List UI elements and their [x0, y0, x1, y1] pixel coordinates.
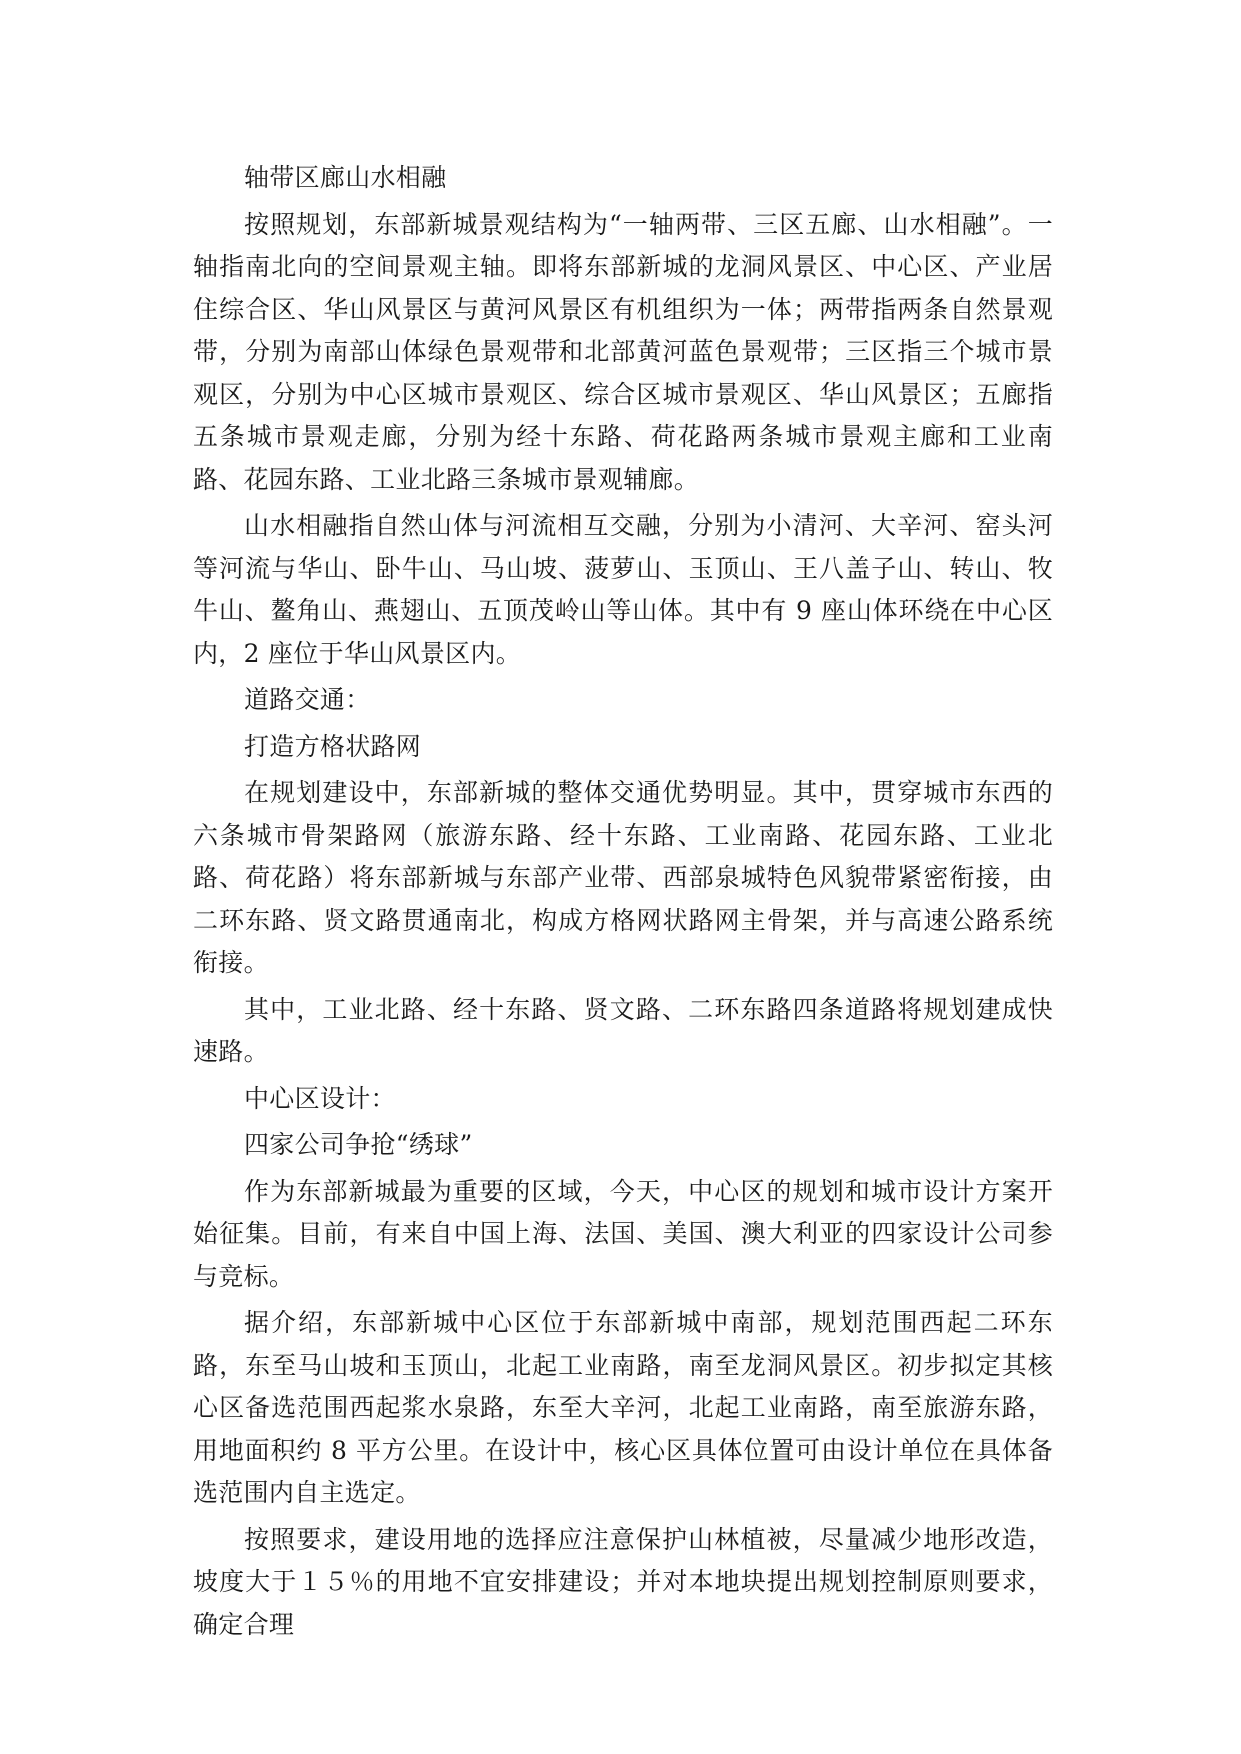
paragraph-heading-grid-network: 打造方格状路网: [244, 731, 422, 761]
paragraph-heading-center-design: 中心区设计：: [244, 1083, 396, 1113]
paragraph-landscape-structure: 按照规划，东部新城景观结构为“一轴两带、三区五廊、山水相融”。一轴指南北向的空间景观主轴。即将东部新城的龙洞风景区、中心区、产业居住综合区、华山风景区与黄河风景区有机组织为一体；两带指两条自然景观带，分别为南部山体绿色景观带和北部黄河蓝色景观带；三区指三个城市景观区，分别为中心区城市景观区、综合区城市景观区、华山风景区；五廊指五条城市景观走廊，分别为经十东路、荷花路两条城市景观主廊和工业南路、花园东路、工业北路三条城市景观辅廊。: [193, 209, 1053, 494]
paragraph-heading-four-companies: 四家公司争抢“绣球”: [244, 1130, 473, 1159]
paragraph-heading-road-traffic: 道路交通：: [244, 685, 371, 714]
paragraph-mountains-rivers: 山水相融指自然山体与河流相互交融，分别为小清河、大辛河、窑头河等河流与华山、卧牛山、马山坡、菠萝山、玉顶山、王八盖子山、转山、牧牛山、鳌角山、燕翅山、五顶茂岭山等山体。其中有 9 座山体环绕在中心区内，2 座位于华山风景区内。: [193, 511, 1053, 668]
paragraph-heading-axis-belt: 轴带区廊山水相融: [244, 163, 447, 192]
paragraph-construction-requirements: 按照要求，建设用地的选择应注意保护山林植被，尽量减少地形改造，坡度大于１５％的用地不宜安排建设；并对本地块提出规划控制原则要求，确定合理: [193, 1524, 1053, 1639]
paragraph-center-area-scope: 据介绍，东部新城中心区位于东部新城中南部，规划范围西起二环东路，东至马山坡和玉顶山，北起工业南路，南至龙洞风景区。初步拟定其核心区备选范围西起浆水泉路，东至大辛河，北起工业南路，南至旅游东路，用地面积约 8 平方公里。在设计中，核心区具体位置可由设计单位在具体备选范围内自主选定。: [193, 1308, 1053, 1507]
paragraph-design-competition: 作为东部新城最为重要的区域，今天，中心区的规划和城市设计方案开始征集。目前，有来自中国上海、法国、美国、澳大利亚的四家设计公司参与竞标。: [193, 1176, 1053, 1291]
document-body: [193, 157, 1053, 1650]
paragraph-traffic-advantage: 在规划建设中，东部新城的整体交通优势明显。其中，贯穿城市东西的六条城市骨架路网（旅游东路、经十东路、工业南路、花园东路、工业北路、荷花路）将东部新城与东部产业带、西部泉城特色风貌带紧密衔接，由二环东路、贤文路贯通南北，构成方格网状路网主骨架，并与高速公路系统衔接。: [193, 778, 1053, 977]
paragraph-expressways: 其中，工业北路、经十东路、贤文路、二环东路四条道路将规划建成快速路。: [193, 994, 1053, 1066]
